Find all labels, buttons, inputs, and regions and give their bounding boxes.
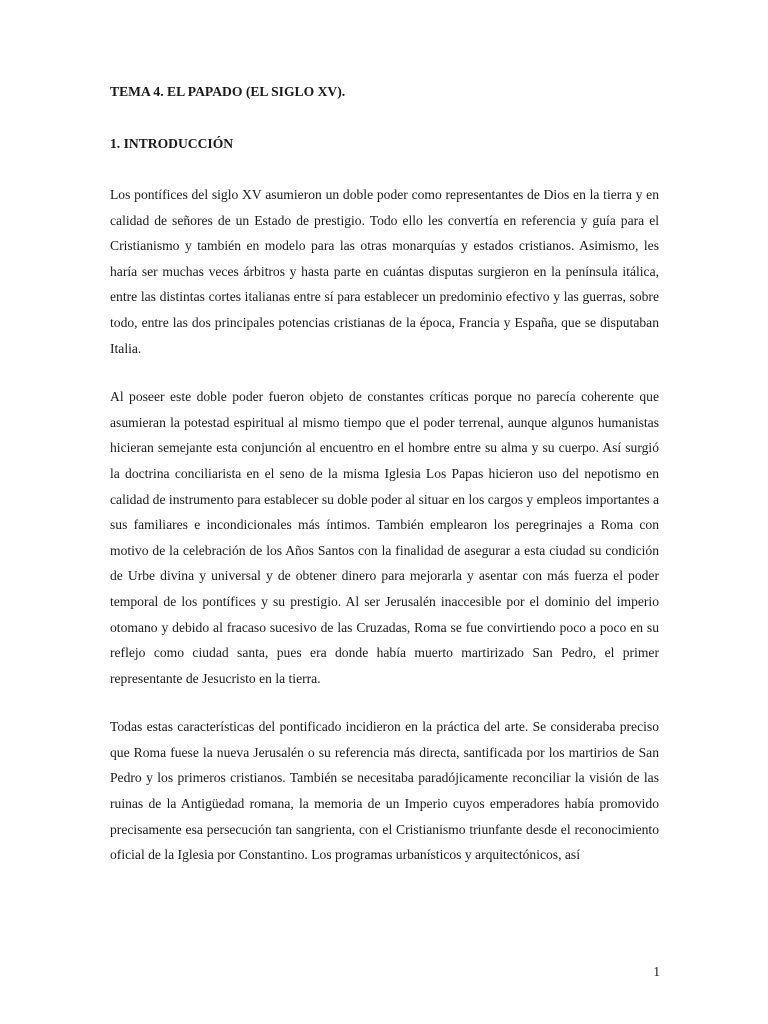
section-heading: 1. INTRODUCCIÓN — [110, 136, 234, 151]
page-content — [110, 83, 659, 868]
body-paragraph: Todas estas características del pontificado incidieron en la práctica del arte. Se consideraba preciso que Roma fuese la nueva Jerusalén o su referencia más directa, santificada por los martirios de San Pedro y los primeros cristianos. También se necesitaba paradójicamente reconciliar la visión de las ruinas de la Antigüedad romana, la memoria de un Imperio cuyos emperadores había promovido precisamente esa persecución tan sangrienta, con el Cristianismo triunfante desde el reconocimiento oficial de la Iglesia por Constantino. Los programas urbanísticos y arquitectónicos, así — [110, 719, 659, 863]
body-paragraph: Al poseer este doble poder fueron objeto de constantes críticas porque no parecía coherente que asumieran la potestad espiritual al mismo tiempo que el poder terrenal, aunque algunos humanistas hicieran semejante esta conjunción al encuentro en el hombre entre su alma y su cuerpo. Así surgió la doctrina conciliarista en el seno de la misma Iglesia Los Papas hicieron uso del nepotismo en calidad de instrumento para establecer su doble poder al situar en los cargos y empleos importantes a sus familiares e incondicionales más íntimos. También emplearon los peregrinajes a Roma con motivo de la celebración de los Años Santos con la finalidad de asegurar a esta ciudad su condición de Urbe divina y universal y de obtener dinero para mejorarla y asentar con más fuerza el poder temporal de los pontífices y su prestigio. Al ser Jerusalén inaccesible por el dominio del imperio otomano y debido al fracaso sucesivo de las Cruzadas, Roma se fue convirtiendo poco a poco en su reflejo como ciudad santa, pues era donde había muerto martirizado San Pedro, el primer representante de Jesucristo en la tierra. — [110, 389, 659, 686]
document-title: TEMA 4. EL PAPADO (EL SIGLO XV). — [110, 84, 346, 99]
page-number: 1 — [653, 964, 660, 979]
body-paragraph: Los pontífices del siglo XV asumieron un doble poder como representantes de Dios en la tierra y en calidad de señores de un Estado de prestigio. Todo ello les convertía en referencia y guía para el Cristianismo y también en modelo para las otras monarquías y estados cristianos. Asimismo, les haría ser muchas veces árbitros y hasta parte en cuántas disputas surgieron en la península itálica, entre las distintas cortes italianas entre sí para establecer un predominio efectivo y las guerras, sobre todo, entre las dos principales potencias cristianas de la época, Francia y España, que se disputaban Italia. — [110, 187, 659, 356]
